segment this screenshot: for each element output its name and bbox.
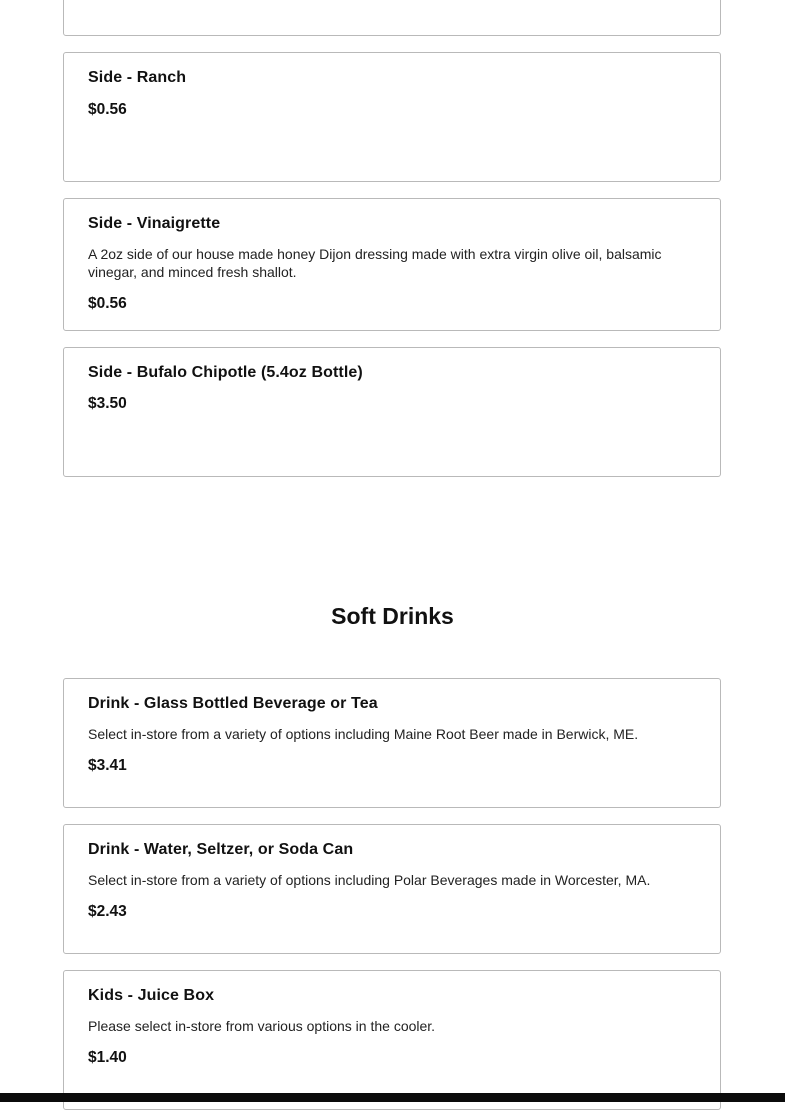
menu-item-card[interactable] xyxy=(63,347,721,477)
menu-item-title: Drink - Glass Bottled Beverage or Tea xyxy=(88,695,378,712)
menu-item-price: $0.56 xyxy=(88,295,127,312)
menu-item-description: Select in-store from a variety of options including Maine Root Beer made in Berwick, ME. xyxy=(88,726,639,742)
menu-item-description: Please select in-store from various options in the cooler. xyxy=(88,1018,436,1034)
section-heading-soft-drinks: Soft Drinks xyxy=(331,603,454,629)
menu-item-description: Select in-store from a variety of options including Polar Beverages made in Worcester, MA. xyxy=(88,872,651,888)
menu-item-price: $0.56 xyxy=(88,101,127,118)
menu-item-card[interactable] xyxy=(63,824,721,954)
menu-item-description: A 2oz side of our house made honey Dijon dressing made with extra virgin olive oil, balsamic vinegar, and minced fresh shallot. xyxy=(88,246,662,280)
menu-item-price: $1.40 xyxy=(88,1049,127,1066)
menu-item-title: Side - Ranch xyxy=(88,69,187,86)
menu-item-price: $3.50 xyxy=(88,395,127,412)
menu-item-title: Drink - Water, Seltzer, or Soda Can xyxy=(88,841,354,858)
menu-item-price: $2.43 xyxy=(88,903,127,920)
menu-item-title: Kids - Juice Box xyxy=(88,987,215,1004)
menu-item-title: Side - Vinaigrette xyxy=(88,215,221,232)
menu-item-price: $3.41 xyxy=(88,757,127,774)
menu-item-card[interactable] xyxy=(63,970,721,1110)
bottom-bar xyxy=(0,1093,785,1102)
menu-item-card[interactable] xyxy=(63,198,721,331)
menu-item-card[interactable] xyxy=(63,678,721,808)
menu-item-title: Side - Bufalo Chipotle (5.4oz Bottle) xyxy=(88,364,363,381)
menu-item-card-partial[interactable] xyxy=(63,0,721,36)
menu-item-card[interactable] xyxy=(63,52,721,182)
